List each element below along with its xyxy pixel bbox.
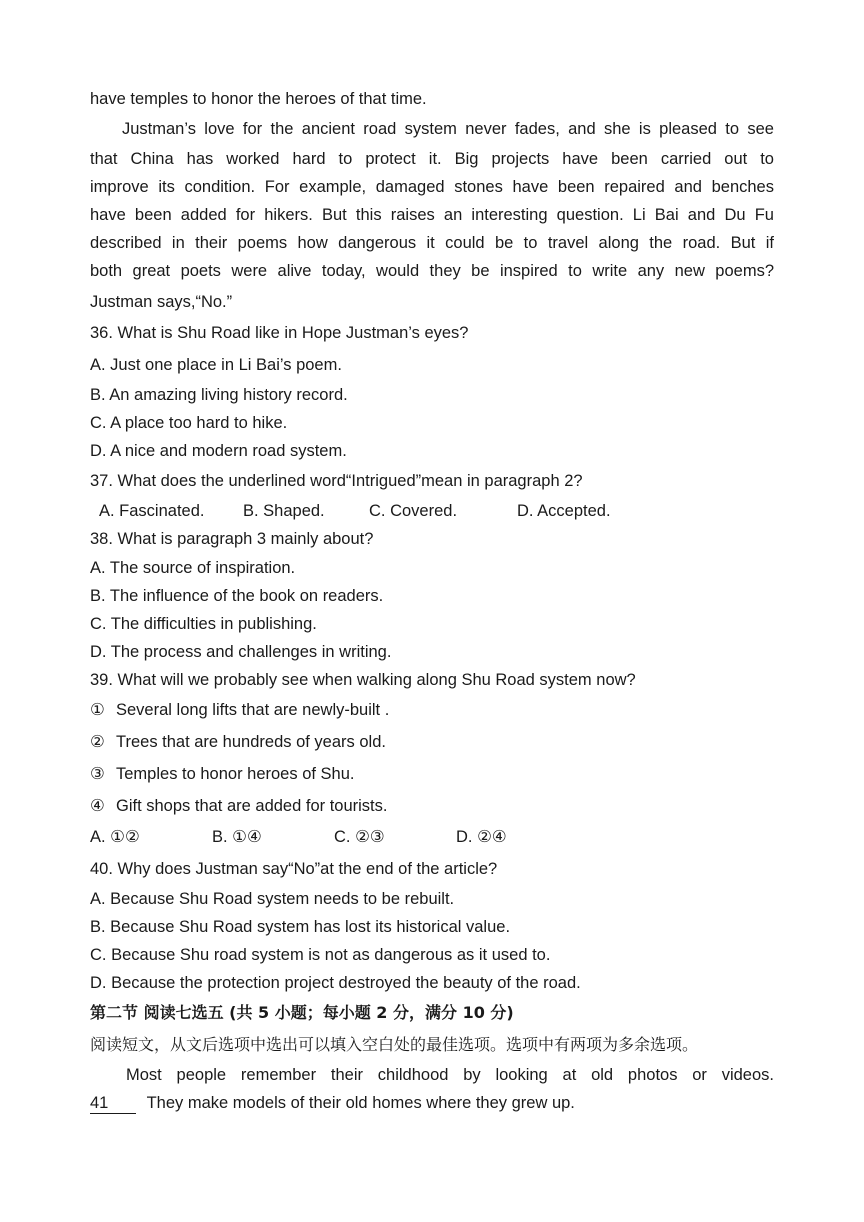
question-37-options (90, 500, 774, 522)
question-38-stem: 38. What is paragraph 3 mainly about? (90, 530, 374, 548)
passage-line: Most people remember their childhood by looking at old photos or videos. (126, 1066, 774, 1084)
option-b[interactable]: B. ①④ (212, 828, 262, 846)
option-c[interactable]: C. Covered. (369, 502, 458, 520)
option-d[interactable]: D. Because the protection project destroyed the beauty of the road. (90, 974, 581, 992)
passage-line: described in their poems how dangerous it could be to travel along the road. But if (90, 234, 774, 252)
passage-line: Justman says,“No.” (90, 293, 233, 311)
passage-line-with-blank (90, 1092, 575, 1114)
question-40-stem: 40. Why does Justman say“No”at the end of the article? (90, 860, 498, 878)
question-37-stem: 37. What does the underlined word“Intrigued”mean in paragraph 2? (90, 472, 583, 490)
option-b[interactable]: B. The influence of the book on readers. (90, 587, 384, 605)
item-text: Trees that are hundreds of years old. (116, 733, 386, 751)
question-36-stem: 36. What is Shu Road like in Hope Justman’s eyes? (90, 324, 469, 342)
list-item (90, 731, 386, 753)
option-c[interactable]: C. Because Shu road system is not as dangerous as it used to. (90, 946, 551, 964)
question-39-stem: 39. What will we probably see when walking along Shu Road system now? (90, 671, 636, 689)
list-item (90, 795, 387, 817)
item-mark: ① (90, 701, 105, 719)
section-instruction: 阅读短文，从文后选项中选出可以填入空白处的最佳选项。选项中有两项为多余选项。 (90, 1035, 699, 1054)
passage-line: Justman’s love for the ancient road system never fades, and she is pleased to see (122, 120, 774, 138)
option-c[interactable]: C. ②③ (334, 828, 385, 846)
option-a[interactable]: A. Fascinated. (99, 502, 205, 520)
option-b[interactable]: B. Because Shu Road system has lost its historical value. (90, 918, 511, 936)
item-text: Gift shops that are added for tourists. (116, 797, 388, 815)
list-item (90, 699, 389, 721)
option-d[interactable]: D. ②④ (456, 828, 507, 846)
list-item (90, 763, 354, 785)
item-text: Several long lifts that are newly-built . (116, 701, 390, 719)
section-heading: 第二节 阅读七选五 (共 5 小题；每小题 2 分，满分 10 分) (90, 1003, 514, 1022)
item-mark: ③ (90, 765, 105, 783)
item-text: Temples to honor heroes of Shu. (116, 765, 355, 783)
option-d[interactable]: D. A nice and modern road system. (90, 442, 347, 460)
option-a[interactable]: A. The source of inspiration. (90, 559, 296, 577)
option-d[interactable]: D. The process and challenges in writing. (90, 643, 392, 661)
option-a[interactable]: A. Because Shu Road system needs to be rebuilt. (90, 890, 455, 908)
passage-line: both great poets were alive today, would they be inspired to write any new poems? (90, 262, 774, 280)
passage-line: have temples to honor the heroes of that time. (90, 90, 427, 108)
item-mark: ② (90, 733, 105, 751)
option-c[interactable]: C. A place too hard to hike. (90, 414, 288, 432)
option-b[interactable]: B. Shaped. (243, 502, 325, 520)
passage-line: have been added for hikers. But this raises an interesting question. Li Bai and Du Fu (90, 206, 774, 224)
passage-line: that China has worked hard to protect it. Big projects have been carried out to (90, 150, 774, 168)
option-a[interactable]: A. ①② (90, 828, 140, 846)
option-a[interactable]: A. Just one place in Li Bai’s poem. (90, 356, 342, 374)
item-mark: ④ (90, 797, 105, 815)
option-b[interactable]: B. An amazing living history record. (90, 386, 348, 404)
passage-line: improve its condition. For example, damaged stones have been repaired and benches (90, 178, 774, 196)
passage-text: They make models of their old homes where they grew up. (146, 1094, 575, 1112)
answer-blank-41[interactable]: 41 (90, 1093, 136, 1114)
option-d[interactable]: D. Accepted. (517, 502, 611, 520)
question-39-options (90, 826, 774, 848)
option-c[interactable]: C. The difficulties in publishing. (90, 615, 317, 633)
